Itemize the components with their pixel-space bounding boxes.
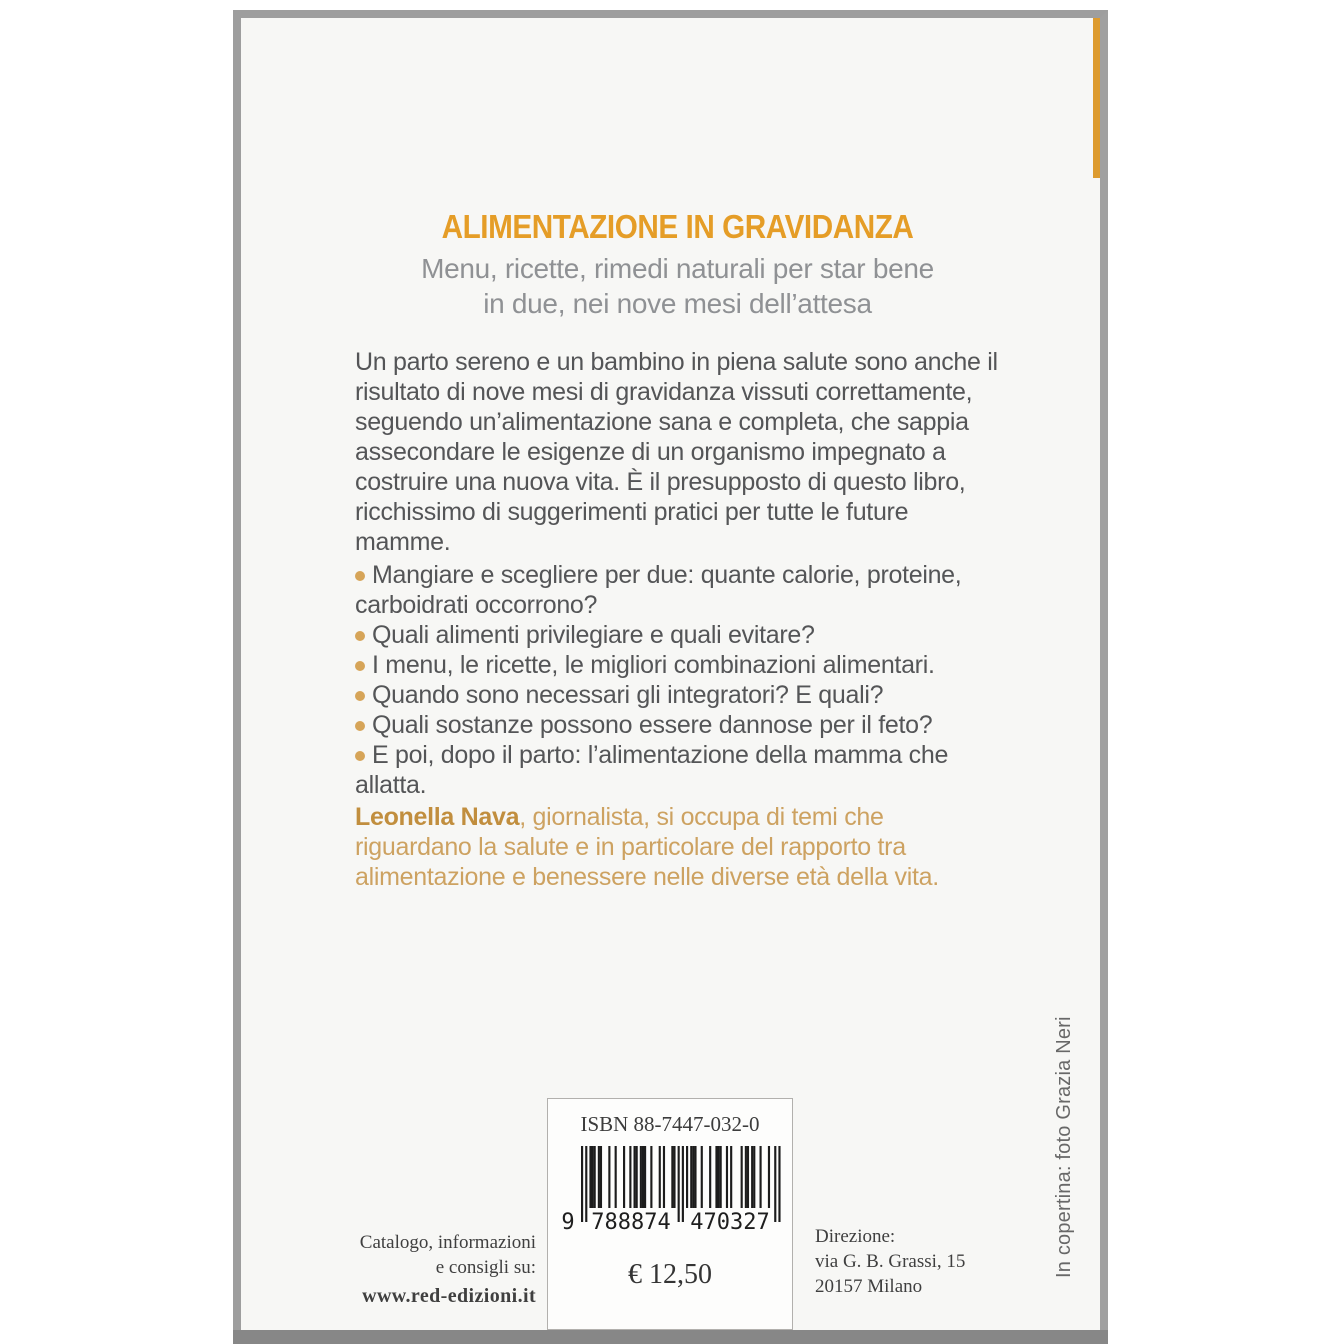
bullet-icon — [355, 691, 365, 701]
bullet-icon — [355, 631, 365, 641]
spine-stripe — [1093, 18, 1100, 178]
book-title: ALIMENTAZIONE IN GRAVIDANZA — [441, 208, 914, 245]
author-bio-text: , giornalista, si occupa di temi che riguardano la salute e in particolare del rapporto tra alimentazione e benessere nelle diverse età della vita. — [355, 803, 939, 891]
list-item — [355, 740, 1000, 800]
address-line: Direzione: — [815, 1226, 896, 1247]
address-line: via G. B. Grassi, 15 — [815, 1251, 966, 1272]
catalog-line: Catalogo, informazioni — [359, 1232, 536, 1253]
barcode-digits-left: 788874 — [591, 1210, 671, 1235]
catalog-info — [331, 1230, 536, 1309]
list-item-text: Quali alimenti privilegiare e quali evitare? — [372, 621, 815, 649]
isbn-barcode-box — [547, 1098, 793, 1330]
description-paragraph: Un parto sereno e un bambino in piena salute sono anche il risultato di nove mesi di gravidanza vissuti correttamente, seguendo un’alimentazione sana e completa, che sappia assecondare le esigenze di un organismo impegnato a costruire una nuova vita. È il presupposto di questo libro, ricchissimo di suggerimenti pratici per tutte le future mamme. — [355, 348, 998, 556]
list-item — [355, 710, 1000, 740]
book-bottom-edge — [233, 1330, 1108, 1344]
catalog-line: e consigli su: — [435, 1257, 536, 1278]
bullet-list — [355, 560, 1000, 800]
bullet-icon — [355, 661, 365, 671]
isbn-number: ISBN 88-7447-032-0 — [580, 1112, 760, 1136]
list-item-text: Quali sostanze possono essere dannose per il feto? — [372, 711, 933, 739]
list-item-text: I menu, le ricette, le migliori combinazioni alimentari. — [372, 651, 935, 679]
list-item-text: E poi, dopo il parto: l’alimentazione della mamma che allatta. — [355, 741, 949, 799]
author-bio — [355, 802, 1000, 892]
list-item-text: Mangiare e scegliere per due: quante calorie, proteine, carboidrati occorrono? — [355, 561, 962, 619]
bullet-icon — [355, 751, 365, 761]
author-name: Leonella Nava — [355, 803, 520, 831]
list-item — [355, 650, 1000, 680]
bullet-icon — [355, 571, 365, 581]
publisher-address — [815, 1224, 965, 1299]
barcode — [559, 1146, 781, 1242]
list-item — [355, 560, 1000, 620]
bullet-icon — [355, 721, 365, 731]
subtitle-line: Menu, ricette, rimedi naturali per star bene — [421, 253, 934, 284]
barcode-digits-right: 470327 — [690, 1210, 770, 1235]
subtitle-line: in due, nei nove mesi dell’attesa — [483, 288, 872, 319]
book-subtitle — [355, 251, 1000, 321]
photo-credit: In copertina: foto Grazia Neri — [1053, 1016, 1075, 1278]
address-line: 20157 Milano — [815, 1276, 923, 1297]
list-item — [355, 680, 1000, 710]
price-label: € 12,50 — [628, 1259, 712, 1290]
publisher-website: www.red-edizioni.it — [362, 1285, 536, 1307]
book-back-cover — [233, 10, 1108, 1344]
barcode-digit-prefix: 9 — [561, 1210, 575, 1235]
list-item-text: Quando sono necessari gli integratori? E quali? — [372, 681, 884, 709]
list-item — [355, 620, 1000, 650]
